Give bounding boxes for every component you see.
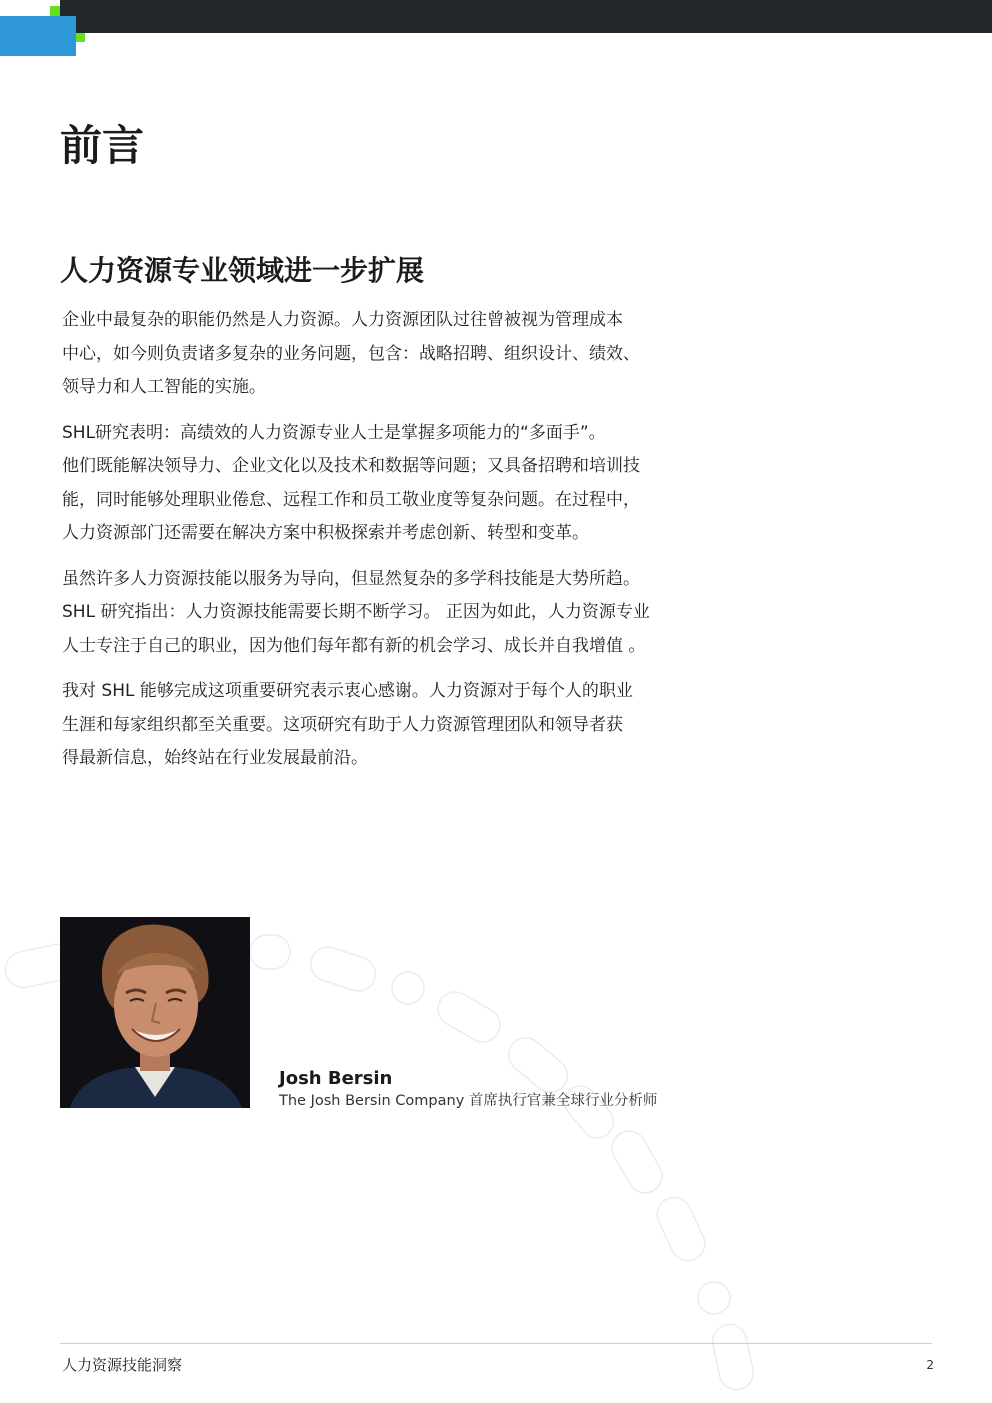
text-line: 人力资源部门还需要在解决方案中积极探索并考虑创新、转型和变革。 [62, 523, 589, 543]
text-line: 中心，如今则负责诸多复杂的业务问题，包含：战略招聘、组织设计、绩效、 [62, 343, 640, 364]
author-role: The Josh Bersin Company 首席执行官兼全球行业分析师 [279, 1093, 658, 1109]
text-line: 人士专注于自己的职业，因为他们每年都有新的机会学习、成长并自我增值 。 [62, 635, 646, 656]
text-line: 企业中最复杂的职能仍然是人力资源。人力资源团队过往曾被视为管理成本 [62, 310, 623, 330]
paragraph [62, 563, 702, 664]
text-line: 得最新信息，始终站在行业发展最前沿。 [62, 748, 368, 768]
portrait-illustration [60, 917, 250, 1108]
paragraph [62, 304, 702, 405]
text-line: 领导力和人工智能的实施。 [62, 377, 266, 397]
text-line: 生涯和每家组织都至关重要。这项研究有助于人力资源管理团队和领导者获 [62, 714, 623, 735]
paragraph [62, 417, 702, 551]
brand-accent-blue-block [0, 16, 76, 56]
page-title: 前言 [60, 121, 145, 170]
text-line: SHL研究表明：高绩效的人力资源专业人士是掌握多项能力的“多面手”。 [62, 422, 606, 443]
text-line: 他们既能解决领导力、企业文化以及技术和数据等问题；又具备招聘和培训技 [62, 456, 640, 476]
author-portrait-photo [60, 917, 250, 1108]
body-text [62, 304, 702, 788]
section-heading: 人力资源专业领域进一步扩展 [60, 254, 425, 287]
text-line: 能，同时能够处理职业倦怠、远程工作和员工敬业度等复杂问题。在过程中， [62, 489, 640, 510]
page-number: 2 [926, 1358, 934, 1372]
paragraph [62, 675, 702, 776]
top-header-bar [60, 0, 992, 33]
brand-accent-green-square [50, 6, 60, 16]
brand-accent-green-square [76, 33, 85, 42]
text-line: 我对 SHL 能够完成这项重要研究表示衷心感谢。人力资源对于每个人的职业 [62, 681, 633, 701]
text-line: SHL 研究指出：人力资源技能需要长期不断学习。 正因为如此，人力资源专业 [62, 602, 650, 622]
text-line: 虽然许多人力资源技能以服务为导向，但显然复杂的多学科技能是大势所趋。 [62, 568, 640, 589]
author-name: Josh Bersin [279, 1068, 393, 1089]
footer-divider [60, 1343, 932, 1344]
footer-document-title: 人力资源技能洞察 [62, 1356, 183, 1374]
